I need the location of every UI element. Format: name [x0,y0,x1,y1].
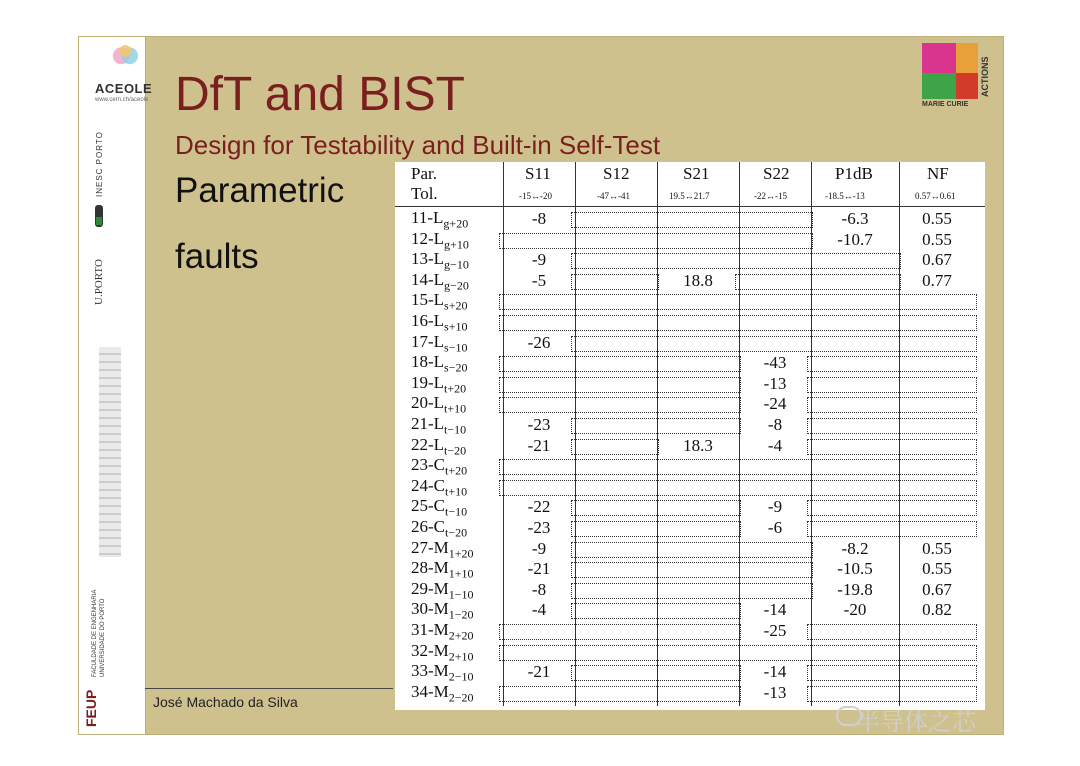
label-parametric: Parametric [175,171,345,210]
value-cell-nf: 0.77 [922,270,952,290]
value-cell-s11: -9 [531,250,547,270]
no-fault-bar [807,439,977,455]
no-fault-bar [571,212,813,228]
value-cell-s21: 18.3 [683,435,713,455]
value-cell-s22: -13 [763,682,787,702]
row-label: $25-C_{t-10}$ [411,496,468,519]
value-cell-p1db: -20 [843,600,867,620]
column-divider [739,162,740,706]
value-cell-s11: -21 [527,662,551,682]
no-fault-bar [499,645,977,661]
row-label: $23-C_{t+20}$ [411,455,468,478]
no-fault-bar [499,624,741,640]
no-fault-bar [499,233,813,249]
inesc-porto-label: INESC PORTO [95,131,104,197]
row-label: $30-M_{1-20}$ [411,599,474,622]
row-label: $14-L_{g-20}$ [411,269,469,293]
no-fault-bar [571,500,741,516]
value-cell-nf: 0.55 [922,559,952,579]
tol-p1db: -18.5↔-13 [825,191,865,201]
author-name: José Machado da Silva [153,694,298,710]
value-cell-s11: -22 [527,497,551,517]
no-fault-bar [571,274,659,290]
slide-subtitle: Design for Testability and Built-in Self-Test [175,130,661,160]
no-fault-bar [499,686,741,702]
value-cell-s11: -4 [531,600,547,620]
value-cell-s22: -6 [767,518,783,537]
value-cell-s11: -9 [531,538,547,558]
watermark-text: 半导体之芯 [856,709,976,736]
actions-text: ACTIONS [980,56,990,97]
row-label: $31-M_{2+20}$ [411,620,474,643]
row-label: $13-L_{g-10}$ [411,249,469,272]
no-fault-bar [499,397,741,413]
row-label: $22-L_{t-20}$ [411,434,467,457]
value-cell-s11: -21 [527,435,551,455]
row-label: $29-M_{1-10}$ [411,578,474,602]
value-cell-p1db: -6.3 [841,209,869,228]
value-cell-nf: 0.55 [922,538,952,558]
column-divider [575,162,576,706]
row-label: $24-C_{t+10}$ [411,475,468,499]
no-fault-bar [499,356,741,372]
row-label: $33-M_{2-10}$ [411,661,474,684]
no-fault-bar [807,521,977,537]
header-p1db: P1dB [835,164,873,183]
value-cell-s11: -8 [531,209,547,228]
no-fault-bar [499,377,741,393]
header-tol: Tol. [411,184,438,203]
no-fault-bar [571,521,741,537]
slide-title: DfT and BIST [175,68,465,121]
row-label: $18-L_{s-20}$ [411,352,468,375]
value-cell-s11: -26 [527,332,551,352]
value-cell-s22: -4 [767,435,783,455]
value-cell-s22: -24 [763,394,787,414]
value-cell-s11: -5 [531,270,547,290]
value-cell-s11: -23 [527,518,551,537]
no-fault-bar [499,294,977,310]
no-fault-bar [571,542,813,558]
row-label: $11-L_{g+20}$ [411,208,469,231]
no-fault-bar [571,562,813,578]
row-label: $32-M_{2+10}$ [411,640,474,663]
value-cell-s22: -43 [763,353,787,373]
value-cell-nf: 0.67 [922,579,952,599]
aceole-logo-url: www.cern.ch/aceole [95,97,149,103]
no-fault-bar [807,418,977,434]
value-cell-p1db: -10.5 [837,559,873,579]
value-cell-s11: -23 [527,415,551,434]
value-cell-s22: -8 [767,415,783,434]
no-fault-bar [735,274,901,290]
row-label: $21-L_{t-10}$ [411,414,467,437]
feup-label: FEUP [83,689,99,727]
header-nf: NF [927,164,949,183]
no-fault-bar [807,665,977,681]
no-fault-bar [807,356,977,372]
value-cell-s22: -14 [763,600,787,620]
no-fault-bar [807,377,977,393]
tol-s21: 19.5↔21.7 [669,191,710,201]
author-divider [145,688,393,689]
value-cell-nf: 0.55 [922,229,952,249]
column-divider [899,162,900,706]
header-s11: S11 [525,164,551,183]
value-cell-s22: -9 [767,497,783,517]
column-divider [811,162,812,706]
row-label: $19-L_{t+20}$ [411,372,467,396]
feup-full-label: FACULDADE DE ENGENHARIA UNIVERSIDADE DO PORTO [92,589,106,677]
parametric-faults-table [395,162,985,710]
no-fault-bar [571,439,659,455]
green-mark-icon [96,217,102,225]
no-fault-bar [571,336,977,352]
no-fault-bar [499,480,977,496]
no-fault-bar [571,418,741,434]
no-fault-bar [807,500,977,516]
no-fault-bar [571,603,741,619]
value-cell-nf: 0.82 [922,600,952,620]
header-s22: S22 [763,164,790,183]
value-cell-s11: -21 [527,559,551,579]
label-faults: faults [175,237,259,276]
marie-curie-text: MARIE CURIE [922,101,969,108]
row-label: $28-M_{1+10}$ [411,558,474,581]
no-fault-bar [571,583,813,599]
no-fault-bar [499,315,977,331]
tol-s12: -47↔-41 [597,191,630,201]
header-par: Par. [411,164,437,183]
header-s12: S12 [603,164,630,183]
value-cell-p1db: -10.7 [837,229,873,249]
no-fault-bar [807,624,977,640]
marie-curie-logo-icon [922,43,998,113]
row-label: $34-M_{2-20}$ [411,681,474,705]
row-label: $12-L_{g+10}$ [411,228,469,251]
aceole-logo-icon [101,45,151,81]
row-label: $27-M_{1+20}$ [411,537,474,560]
tol-s22: -22↔-15 [754,191,787,201]
no-fault-bar [499,459,977,475]
row-label: $20-L_{t+10}$ [411,393,467,416]
no-fault-bar [571,665,741,681]
building-icon [99,347,121,557]
row-label: $16-L_{s+10}$ [411,311,468,334]
value-cell-nf: 0.55 [922,209,952,228]
sidebar [79,37,153,734]
value-cell-p1db: -8.2 [841,538,869,558]
uporto-label: U.PORTO [93,259,105,305]
tol-nf: 0.57↔0.61 [915,191,956,201]
row-label: $17-L_{s-10}$ [411,331,468,354]
no-fault-bar [571,253,901,269]
tol-s11: -15↔-20 [519,191,552,201]
value-cell-s11: -8 [531,579,547,599]
column-divider [657,162,658,706]
value-cell-s22: -14 [763,662,787,682]
header-rule [395,206,985,207]
header-s21: S21 [683,164,710,183]
row-label: $26-C_{t-20}$ [411,517,468,540]
value-cell-p1db: -19.8 [837,579,873,599]
column-divider [503,162,504,706]
value-cell-s22: -13 [763,373,787,393]
no-fault-bar [807,397,977,413]
value-cell-s22: -25 [763,621,787,640]
value-cell-s21: 18.8 [683,270,713,290]
value-cell-nf: 0.67 [922,250,952,270]
aceole-logo-text: ACEOLE [95,81,153,96]
row-label: $15-L_{s+20}$ [411,290,468,313]
no-fault-bar [807,686,977,702]
